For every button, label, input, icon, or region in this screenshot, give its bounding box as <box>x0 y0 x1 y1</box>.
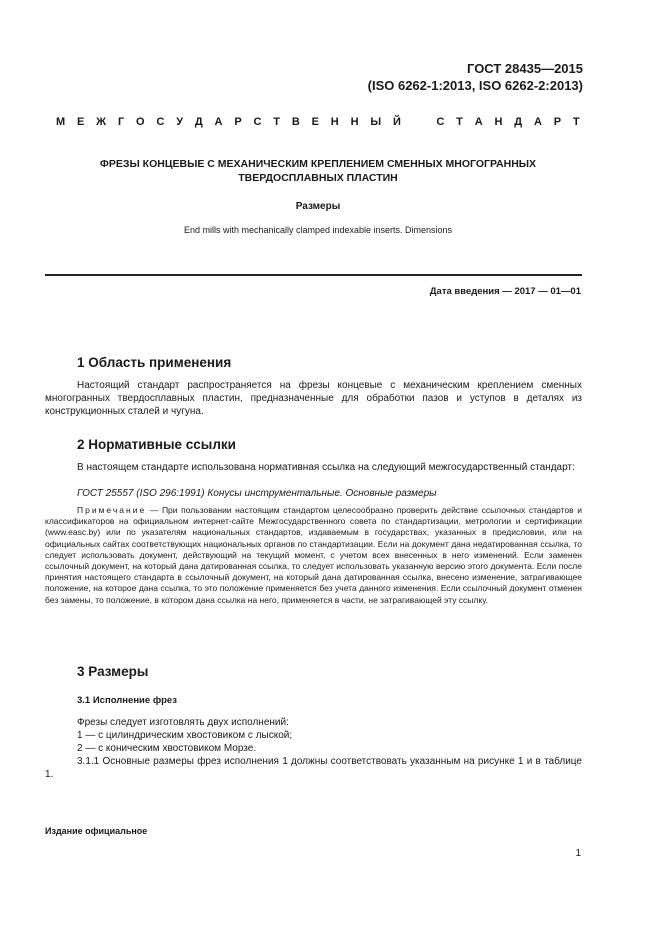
title-subtitle: Размеры <box>295 201 341 212</box>
banner-letter: В <box>291 116 300 128</box>
note-label: Примечание <box>77 505 147 515</box>
banner-letter: Ы <box>370 116 382 128</box>
page-number: 1 <box>575 848 581 859</box>
banner-letter: Р <box>234 116 242 128</box>
section-1-heading: 1 Область применения <box>77 355 232 370</box>
banner-letter: Н <box>494 116 503 128</box>
title-line-2: ТВЕРДОСПЛАВНЫХ ПЛАСТИН <box>238 172 398 184</box>
section-2-heading: 2 Нормативные ссылки <box>77 437 236 452</box>
banner-letter: О <box>136 116 145 128</box>
header-rule <box>45 274 582 276</box>
official-edition-label: Издание официальное <box>45 826 148 836</box>
banner-letter: С <box>253 116 262 128</box>
banner-letter: Й <box>392 116 401 128</box>
section-2-text: В настоящем стандарте использована нормативная ссылка на следующий межгосударственный стандарт: <box>77 462 575 473</box>
execution-item-1: 1 — с цилиндрическим хвостовиком с лыской; <box>77 730 293 741</box>
standard-code: ГОСТ 28435—2015 <box>467 61 583 76</box>
english-title: End mills with mechanically clamped indexable inserts. Dimensions <box>183 225 453 235</box>
execution-intro: Фрезы следует изготовлять двух исполнений: <box>77 717 289 728</box>
banner-letter: Т <box>273 116 281 128</box>
banner-letter: М <box>56 116 66 128</box>
banner-letter: Р <box>553 116 562 128</box>
banner-letter: Н <box>350 116 359 128</box>
banner-letter: Д <box>514 116 523 128</box>
banner-letter: А <box>533 116 542 128</box>
document-title <box>56 157 580 185</box>
execution-item-2: 2 — с коническим хвостовиком Морзе. <box>77 743 257 754</box>
banner-letter: А <box>214 116 223 128</box>
banner-letter: Т <box>456 116 463 128</box>
section-3-1-heading: 3.1 Исполнение фрез <box>77 695 177 706</box>
interstate-standard-banner <box>56 116 580 128</box>
banner-letter: Т <box>572 116 580 128</box>
note-text: — При пользовании настоящим стандартом целесообразно проверить действие ссылочных стандартов и классификаторов на официальном интернет-сайте Межгосударственного совета по стандартизации, метрологии и сертификации (www.easc.by) или по указателям национальных стандартов, издаваемым в государствах, указанных в предисловии, или на официальных сайтах соответствующих национальных органов по стандартизации. Если на документ дана недатированная ссылка, то следует использовать документ, действующий на текущий момент, с учетом всех внесенных в него изменений. Если заменен ссылочный документ, на который дана датированная ссылка, то следует использовать указанную версию этого документа. Если после принятия настоящего стандарта в ссылочный документ, на который дана датированная ссылка, внесено изменение, затрагивающее положение, на которое дана ссылка, то это положение применяется без учета данного изменения. Если ссылочный документ отменен без замены, то положение, в котором дана ссылка на него, применяется в части, не затрагивающей эту ссылку. <box>45 505 582 605</box>
banner-letter: С <box>436 116 445 128</box>
clause-3-1-1: 3.1.1 Основные размеры фрез исполнения 1 должны соответствовать указанным на рисунке 1 и в таблице 1. <box>45 756 582 780</box>
banner-letter: С <box>156 116 165 128</box>
banner-letter: А <box>474 116 483 128</box>
reference-note <box>45 505 582 606</box>
title-line-1: ФРЕЗЫ КОНЦЕВЫЕ С МЕХАНИЧЕСКИМ КРЕПЛЕНИЕМ СМЕННЫХ МНОГОГРАННЫХ <box>99 158 537 170</box>
normative-reference: ГОСТ 25557 (ISO 296:1991) Конусы инструментальные. Основные размеры <box>77 488 437 499</box>
banner-letter: Н <box>330 116 339 128</box>
banner-letter: Е <box>77 116 85 128</box>
section-3-heading: 3 Размеры <box>77 664 149 679</box>
iso-reference: (ISO 6262-1:2013, ISO 6262-2:2013) <box>367 78 583 93</box>
introduction-date: Дата введения — 2017 — 01—01 <box>429 286 581 297</box>
banner-letter: Г <box>117 116 125 128</box>
banner-letter: Д <box>194 116 203 128</box>
section-1-text: Настоящий стандарт распространяется на фрезы концевые с механическим креплением сменных многогранных твердосплавных пластин, предназначенные для обработки пазов и уступов в деталях из конструкционных сталей и чугуна. <box>45 380 582 417</box>
banner-letter: У <box>176 116 184 128</box>
banner-letter: Ж <box>96 116 107 128</box>
banner-letter: Е <box>311 116 319 128</box>
